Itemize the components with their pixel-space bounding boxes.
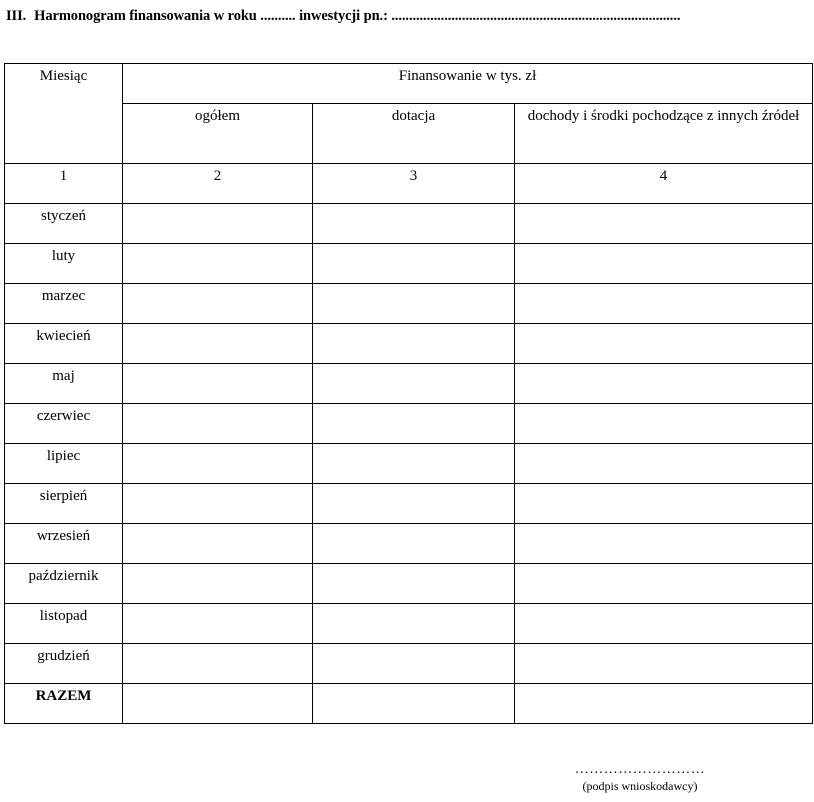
section-number: III.	[6, 8, 27, 24]
column-number: 3	[313, 164, 515, 204]
month-row	[5, 644, 813, 684]
month-row	[5, 244, 813, 284]
other-sources-cell[interactable]	[515, 324, 813, 364]
total-cell[interactable]	[123, 364, 313, 404]
month-row	[5, 604, 813, 644]
subsidy-cell[interactable]	[313, 564, 515, 604]
month-row	[5, 324, 813, 364]
other-sources-cell[interactable]	[515, 404, 813, 444]
subsidy-cell[interactable]	[313, 364, 515, 404]
total-cell[interactable]	[123, 684, 313, 724]
header-other-sources: dochody i środki pochodzące z innych źródeł	[515, 104, 813, 164]
other-sources-cell[interactable]	[515, 244, 813, 284]
header-subsidy: dotacja	[313, 104, 515, 164]
month-label: styczeń	[5, 204, 123, 244]
subsidy-cell[interactable]	[313, 444, 515, 484]
month-label: czerwiec	[5, 404, 123, 444]
other-sources-cell[interactable]	[515, 684, 813, 724]
month-row	[5, 364, 813, 404]
subsidy-cell[interactable]	[313, 604, 515, 644]
column-number: 2	[123, 164, 313, 204]
month-label: listopad	[5, 604, 123, 644]
month-label: grudzień	[5, 644, 123, 684]
month-label: marzec	[5, 284, 123, 324]
total-cell[interactable]	[123, 564, 313, 604]
month-row	[5, 284, 813, 324]
subsidy-cell[interactable]	[313, 644, 515, 684]
header-row	[5, 64, 813, 104]
subsidy-cell[interactable]	[313, 324, 515, 364]
signature-caption: (podpis wnioskodawcy)	[582, 779, 698, 793]
total-cell[interactable]	[123, 524, 313, 564]
other-sources-cell[interactable]	[515, 284, 813, 324]
month-label: maj	[5, 364, 123, 404]
subsidy-cell[interactable]	[313, 684, 515, 724]
total-row	[5, 684, 813, 724]
subsidy-cell[interactable]	[313, 244, 515, 284]
other-sources-cell[interactable]	[515, 444, 813, 484]
month-row	[5, 484, 813, 524]
month-row	[5, 204, 813, 244]
month-row	[5, 564, 813, 604]
other-sources-cell[interactable]	[515, 524, 813, 564]
month-label: luty	[5, 244, 123, 284]
month-label: październik	[5, 564, 123, 604]
subsidy-cell[interactable]	[313, 284, 515, 324]
other-sources-cell[interactable]	[515, 564, 813, 604]
month-label: sierpień	[5, 484, 123, 524]
total-cell[interactable]	[123, 444, 313, 484]
other-sources-cell[interactable]	[515, 604, 813, 644]
subsidy-cell[interactable]	[313, 404, 515, 444]
month-row	[5, 444, 813, 484]
other-sources-cell[interactable]	[515, 364, 813, 404]
month-label: wrzesień	[5, 524, 123, 564]
month-label: lipiec	[5, 444, 123, 484]
financing-schedule-table	[4, 63, 813, 724]
header-month: Miesiąc	[5, 64, 123, 164]
total-cell[interactable]	[123, 604, 313, 644]
other-sources-cell[interactable]	[515, 484, 813, 524]
month-row	[5, 404, 813, 444]
signature-line: ………………………	[574, 762, 706, 777]
subheader-row	[5, 104, 813, 164]
total-cell[interactable]	[123, 284, 313, 324]
other-sources-cell[interactable]	[515, 204, 813, 244]
column-number: 1	[5, 164, 123, 204]
column-number-row	[5, 164, 813, 204]
total-cell[interactable]	[123, 484, 313, 524]
signature-block	[540, 763, 740, 793]
other-sources-cell[interactable]	[515, 644, 813, 684]
subsidy-cell[interactable]	[313, 204, 515, 244]
subsidy-cell[interactable]	[313, 524, 515, 564]
section-heading	[6, 8, 811, 25]
month-label: kwiecień	[5, 324, 123, 364]
total-cell[interactable]	[123, 404, 313, 444]
total-label: RAZEM	[5, 684, 123, 724]
total-cell[interactable]	[123, 204, 313, 244]
total-cell[interactable]	[123, 244, 313, 284]
subsidy-cell[interactable]	[313, 484, 515, 524]
column-number: 4	[515, 164, 813, 204]
total-cell[interactable]	[123, 324, 313, 364]
header-financing: Finansowanie w tys. zł	[123, 64, 813, 104]
month-row	[5, 524, 813, 564]
total-cell[interactable]	[123, 644, 313, 684]
section-title: Harmonogram finansowania w roku .......... inwestycji pn.: ..................................................................................	[34, 8, 681, 24]
header-total: ogółem	[123, 104, 313, 164]
